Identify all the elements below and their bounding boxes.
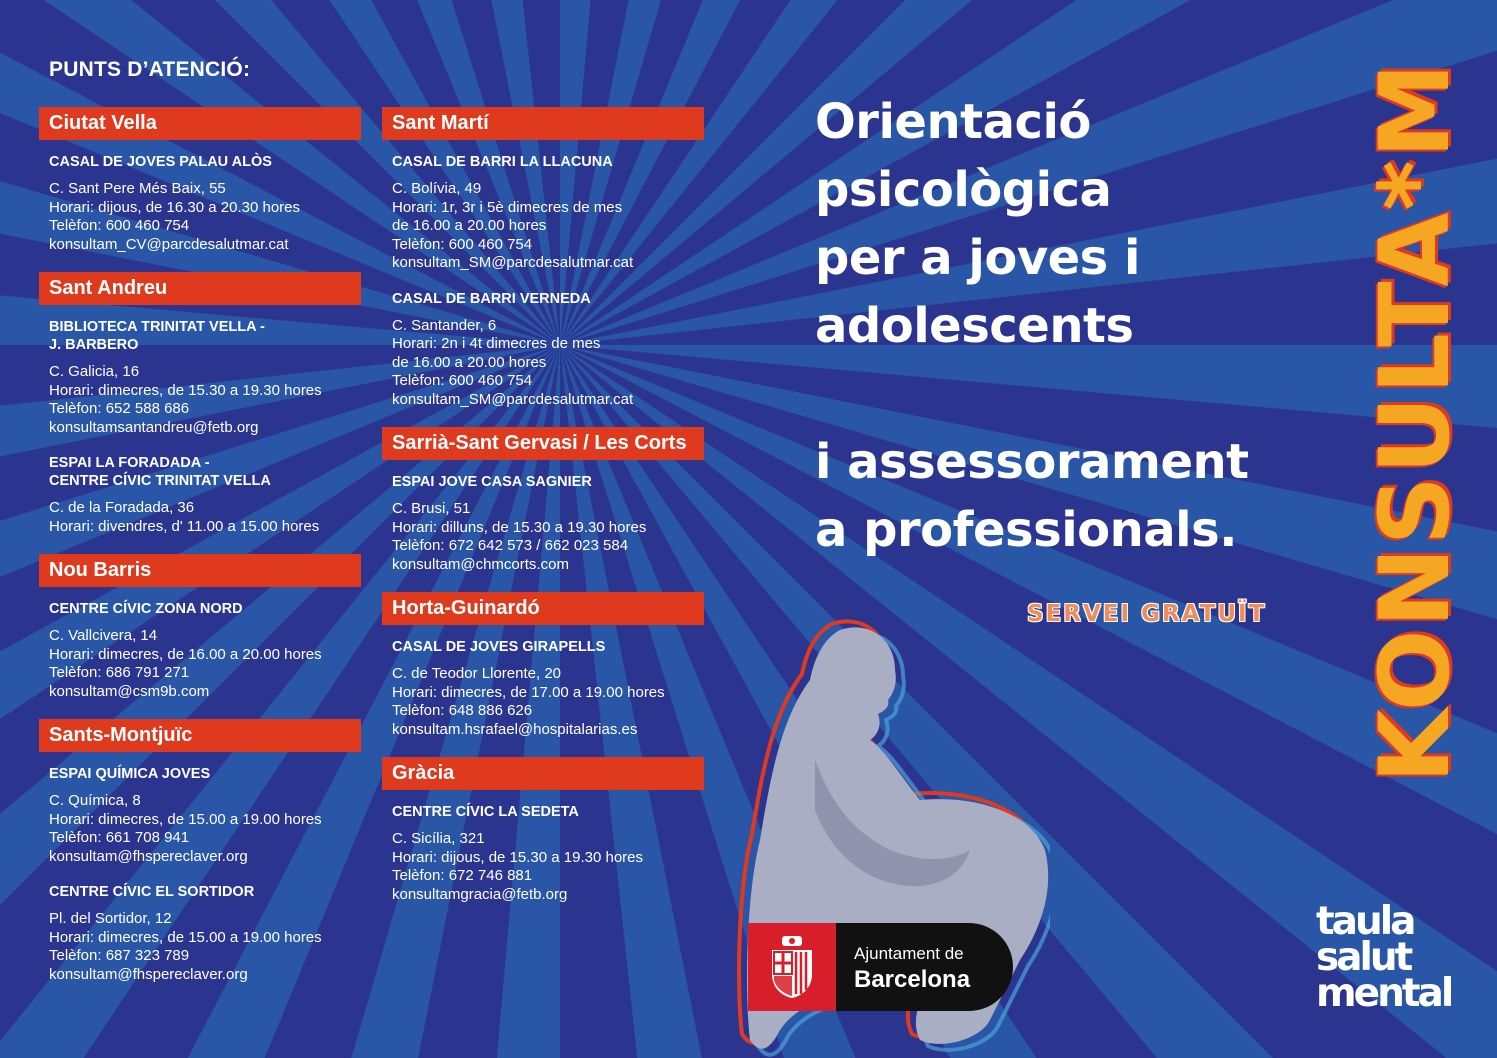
centre-info-line: C. Brusi, 51 [392, 500, 471, 517]
konsultam-logo [1359, 60, 1471, 784]
taula-salut-mental-logo [1316, 899, 1452, 1016]
centre-entry [39, 883, 361, 984]
centre-info-line: C. de la Foradada, 36 [49, 499, 195, 516]
centre-entry [39, 454, 361, 536]
centre-info-line: Telèfon: 600 460 754 [392, 372, 533, 389]
centre-info-line: Telèfon: 672 746 881 [392, 867, 533, 884]
free-service-badge: SERVEI GRATUÏT [1027, 601, 1267, 627]
centre-info-line: de 16.00 a 20.00 hores [392, 217, 547, 234]
district-block [39, 107, 361, 254]
centre-name: CASAL DE BARRI VERNEDA [392, 290, 591, 307]
district-block [382, 592, 704, 739]
centre-email-link[interactable]: konsultam_SM@parcdesalutmar.cat [392, 390, 634, 408]
centre-info-line: Telèfon: 600 460 754 [49, 217, 190, 234]
page-heading: PUNTS D’ATENCIÓ: [49, 58, 251, 81]
centre-info-line: Horari: dimecres, de 15.00 a 19.00 hores [49, 928, 322, 946]
centre-email-link[interactable]: konsultam@fhspereclaver.org [49, 965, 248, 983]
centre-entry [382, 803, 704, 904]
centre-info-line: C. Santander, 6 [392, 316, 497, 334]
partner-logo-line3: mental [1316, 971, 1452, 1016]
centre-name: CENTRE CÍVIC EL SORTIDOR [49, 884, 255, 900]
district-header: Horta-Guinardó [382, 592, 704, 625]
district-header: Ciutat Vella [39, 107, 361, 140]
centre-email-link[interactable]: konsultamsantandreu@fetb.org [49, 418, 259, 436]
centre-entry [39, 153, 361, 254]
district-header: Nou Barris [39, 554, 361, 587]
centre-email-link[interactable]: konsultam_CV@parcdesalutmar.cat [49, 235, 289, 253]
centre-info-line: Telèfon: 686 791 271 [49, 664, 190, 681]
centre-email-link[interactable]: konsultam@csm9b.com [49, 682, 210, 700]
centre-info-line: Telèfon: 600 460 754 [392, 235, 533, 253]
centre-name: CENTRE CÍVIC LA SEDETA [392, 804, 579, 820]
centre-info-line: Telèfon: 648 886 626 [392, 702, 533, 719]
centre-info-line: C. Química, 8 [49, 792, 141, 809]
centre-info-line: Telèfon: 672 642 573 / 662 023 584 [392, 537, 629, 554]
centre-name: CENTRE CÍVIC ZONA NORD [49, 601, 243, 617]
centre-name: ESPAI QUÍMICA JOVES [49, 766, 211, 782]
centre-name: CASAL DE BARRI LA LLACUNA [392, 154, 613, 170]
centre-info-line: C. Sant Pere Més Baix, 55 [49, 180, 226, 197]
district-block [382, 427, 704, 574]
centre-info-line: Horari: dimecres, de 16.00 a 20.00 hores [49, 645, 322, 663]
centre-email-link[interactable]: konsultam_SM@parcdesalutmar.cat [392, 254, 634, 271]
centre-name: CASAL DE JOVES GIRAPELLS [392, 639, 606, 655]
district-block [39, 272, 361, 536]
district-block [39, 554, 361, 701]
centre-name: BIBLIOTECA TRINITAT VELLA - J. BARBERO [49, 319, 265, 353]
partner-logo-line1: taula [1316, 899, 1414, 944]
district-block [39, 719, 361, 984]
centre-info-line: Horari: dimecres, de 15.00 a 19.00 hores [49, 810, 322, 828]
city-logo-line1: Ajuntament de [854, 944, 964, 963]
centre-info-line: Horari: dimecres, de 15.30 a 19.30 hores [49, 381, 322, 399]
centre-info-line: Horari: dijous, de 16.30 a 20.30 hores [49, 198, 300, 216]
centre-name: ESPAI JOVE CASA SAGNIER [392, 474, 592, 490]
centre-email-link[interactable]: konsultamgracia@fetb.org [392, 885, 568, 903]
centre-entry [382, 153, 704, 273]
centre-info-line: C. de Teodor Llorente, 20 [392, 665, 562, 682]
headline: Orientació psicològica per a joves i adolescents i assessorament a professionals. [815, 94, 1249, 558]
city-logo-line2: Barcelona [854, 966, 971, 993]
district-block [382, 757, 704, 904]
districts-column-left [39, 107, 361, 1002]
district-header: Gràcia [382, 757, 704, 790]
centre-info-line: Horari: dijous, de 15.30 a 19.30 hores [392, 848, 643, 866]
district-header: Sarrià-Sant Gervasi / Les Corts [382, 427, 704, 460]
centre-info-line: Horari: 2n i 4t dimecres de mes [392, 335, 601, 352]
district-header: Sant Martí [382, 107, 704, 140]
centre-info-line: Horari: 1r, 3r i 5è dimecres de mes [392, 198, 623, 216]
centre-info-line: Telèfon: 687 323 789 [49, 947, 190, 964]
districts-column-middle [382, 107, 704, 922]
centre-entry [382, 290, 704, 410]
barcelona-shield-icon [748, 923, 836, 1011]
centre-entry [39, 600, 361, 701]
centre-email-link[interactable]: konsultam@fhspereclaver.org [49, 847, 248, 865]
konsultam-logo-text: KONSULTA*M [1359, 60, 1471, 784]
centre-name: ESPAI LA FORADADA - CENTRE CÍVIC TRINITAT VELLA [49, 455, 271, 489]
district-block [382, 107, 704, 409]
district-header: Sants-Montjuïc [39, 719, 361, 752]
centre-email-link[interactable]: konsultam@chmcorts.com [392, 555, 569, 573]
centre-email-link[interactable]: konsultam.hsrafael@hospitalarias.es [392, 720, 638, 738]
centre-info-line: de 16.00 a 20.00 hores [392, 353, 547, 371]
centre-entry [382, 638, 704, 739]
centre-info-line: Pl. del Sortidor, 12 [49, 910, 172, 927]
centre-info-line: Horari: divendres, d' 11.00 a 15.00 hores [49, 517, 320, 535]
centre-info-line: Telèfon: 652 588 686 [49, 400, 190, 417]
centre-entry [382, 473, 704, 574]
centre-entry [39, 318, 361, 437]
centre-info-line: C. Bolívia, 49 [392, 180, 482, 197]
centre-info-line: Telèfon: 661 708 941 [49, 829, 190, 846]
centre-info-line: Horari: dimecres, de 17.00 a 19.00 hores [392, 683, 665, 701]
centre-info-line: C. Galicia, 16 [49, 363, 140, 380]
centre-entry [39, 765, 361, 866]
centre-info-line: C. Vallcivera, 14 [49, 627, 158, 644]
ajuntament-barcelona-logo [748, 923, 1013, 1011]
centre-name: CASAL DE JOVES PALAU ALÒS [49, 154, 272, 170]
partner-logo-line2: salut [1316, 935, 1411, 980]
centre-info-line: C. Sicília, 321 [392, 830, 485, 847]
centre-info-line: Horari: dilluns, de 15.30 a 19.30 hores [392, 518, 647, 536]
district-header: Sant Andreu [39, 272, 361, 305]
